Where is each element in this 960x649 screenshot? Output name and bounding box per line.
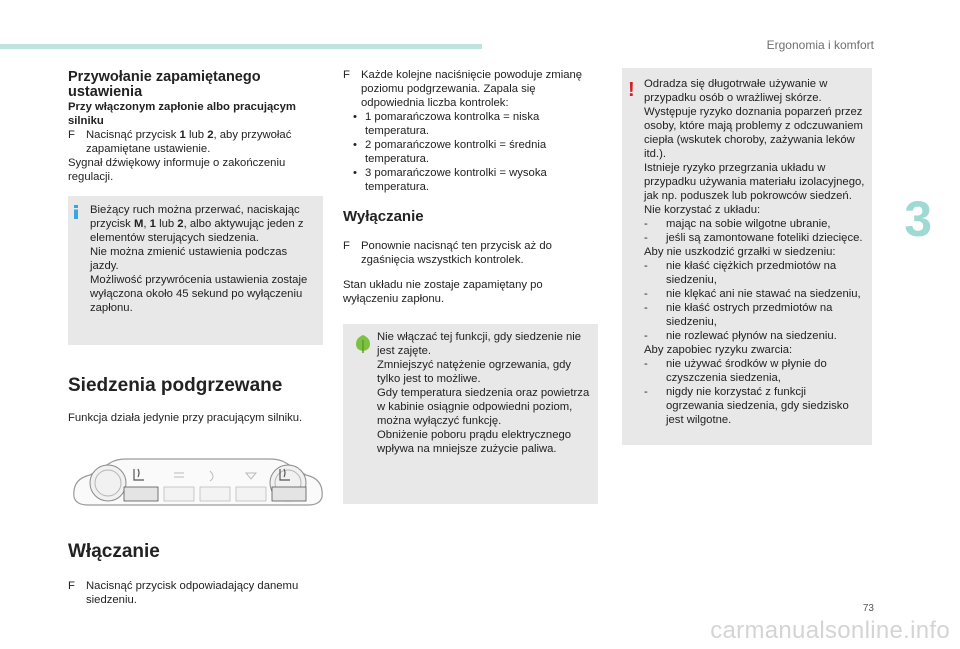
warn-dash: - jeśli są zamontowane foteliki dziecięce. (644, 232, 863, 244)
eco-line-1: Nie włączać tej funkcji, gdy siedzenie nie jest zajęte. (377, 331, 582, 357)
warn-p2: Występuje ryzyko doznania poparzeń przez osoby, które mają problemy z odczuwaniem ciepła (wskutek choroby, zażywania leków itd.). (644, 106, 863, 160)
switch-off-heading: Wyłączanie (343, 208, 424, 225)
info-line-1: Bieżący ruch można przerwać, naciskając przycisk M, 1 lub 2, albo aktywując jeden z elementów sterujących siedzenia. (90, 204, 304, 244)
page-number: 73 (862, 603, 874, 614)
eco-box (343, 324, 598, 504)
warning-icon: ! (628, 79, 635, 101)
header-accent-bar (0, 44, 482, 49)
recall-para: Sygnał dźwiękowy informuje o zakończeniu regulacji. (68, 157, 286, 183)
info-line-2: Nie można zmienić ustawienia podczas jazdy. (90, 246, 288, 272)
step-marker: F (68, 129, 75, 141)
switch-off-step: F Ponownie nacisnąć ten przycisk aż do zgaśnięcia wszystkich kontrolek. (343, 240, 552, 266)
chapter-number: 3 (904, 191, 932, 247)
info-box (68, 196, 323, 345)
level-item-2: • 2 pomarańczowe kontrolki = średnia temperatura. (353, 139, 547, 165)
recall-subheading: Przy włączonym zapłonie albo pracującym silniku (68, 101, 296, 127)
eco-line-2: Zmniejszyć natężenie ogrzewania, gdy tylko jest to możliwe. (377, 359, 572, 385)
section-title: Ergonomia i komfort (766, 38, 874, 52)
warn-p3: Istnieje ryzyko przegrzania układu w przypadku używania materiału izolacyjnego, jak np. poduszek lub pokrowców siedzeń. (644, 162, 865, 202)
info-line-3: Możliwość przywrócenia ustawienia zostaje wyłączona około 45 sekund po wyłączeniu zapłonu. (90, 274, 308, 314)
warn-p6: Aby zapobiec ryzyku zwarcia: (644, 344, 793, 356)
column-1 (68, 70, 323, 607)
level-item-1: • 1 pomarańczowa kontrolka = niska temperatura. (353, 111, 540, 137)
eco-line-3: Gdy temperatura siedzenia oraz powietrza w kabinie osiągnie odpowiedni poziom, można wyłączyć funkcję. (377, 387, 590, 427)
column-2 (343, 68, 598, 504)
recall-heading: Przywołanie zapamiętanego ustawienia (68, 69, 261, 100)
warn-dash: - mając na sobie wilgotne ubranie, (644, 218, 831, 230)
warn-p4: Nie korzystać z układu: (644, 204, 761, 216)
warn-p5: Aby nie uszkodzić grzałki w siedzeniu: (644, 246, 836, 258)
heated-seats-heading: Siedzenia podgrzewane (68, 375, 283, 396)
warn-dash: - nie klękać ani nie stawać na siedzeniu, (644, 288, 861, 300)
warn-dash: - nie kłaść ciężkich przedmiotów na siedzeniu, (644, 260, 837, 286)
eco-line-4: Obniżenie poboru prądu elektrycznego wpływa na mniejsze zużycie paliwa. (377, 429, 572, 455)
warning-box (622, 68, 872, 445)
leaf-icon (353, 334, 373, 354)
watermark: carmanualsonline.info (710, 617, 950, 644)
column-3 (622, 68, 872, 445)
warn-dash: - nie używać środków w płynie do czyszczenia siedzenia, (644, 358, 827, 384)
info-icon (74, 205, 78, 219)
warn-dash: - nigdy nie korzystać z funkcji ogrzewania siedzenia, gdy siedzisko jest wilgotne. (644, 386, 849, 426)
heated-seat-control-panel-illustration (70, 447, 325, 515)
state-para: Stan układu nie zostaje zapamiętany po wyłączeniu zapłonu. (343, 279, 543, 305)
level-step: F Każde kolejne naciśnięcie powoduje zmianę poziomu podgrzewania. Zapala się odpowiednia liczba kontrolek: (343, 69, 583, 109)
warn-p1: Odradza się długotrwałe używanie w przypadku osób o wrażliwej skórze. (644, 78, 828, 104)
level-item-3: • 3 pomarańczowe kontrolki = wysoka temperatura. (353, 167, 547, 193)
heated-seats-text: Funkcja działa jedynie przy pracującym silniku. (68, 412, 303, 424)
switch-on-heading: Włączanie (68, 541, 160, 562)
switch-on-step: F Nacisnąć przycisk odpowiadający danemu siedzeniu. (68, 580, 299, 606)
warn-dash: - nie rozlewać płynów na siedzeniu. (644, 330, 837, 342)
warn-dash: - nie kłaść ostrych przedmiotów na siedzeniu, (644, 302, 833, 328)
recall-step: F Nacisnąć przycisk 1 lub 2, aby przywołać zapamiętane ustawienie. (68, 129, 292, 155)
